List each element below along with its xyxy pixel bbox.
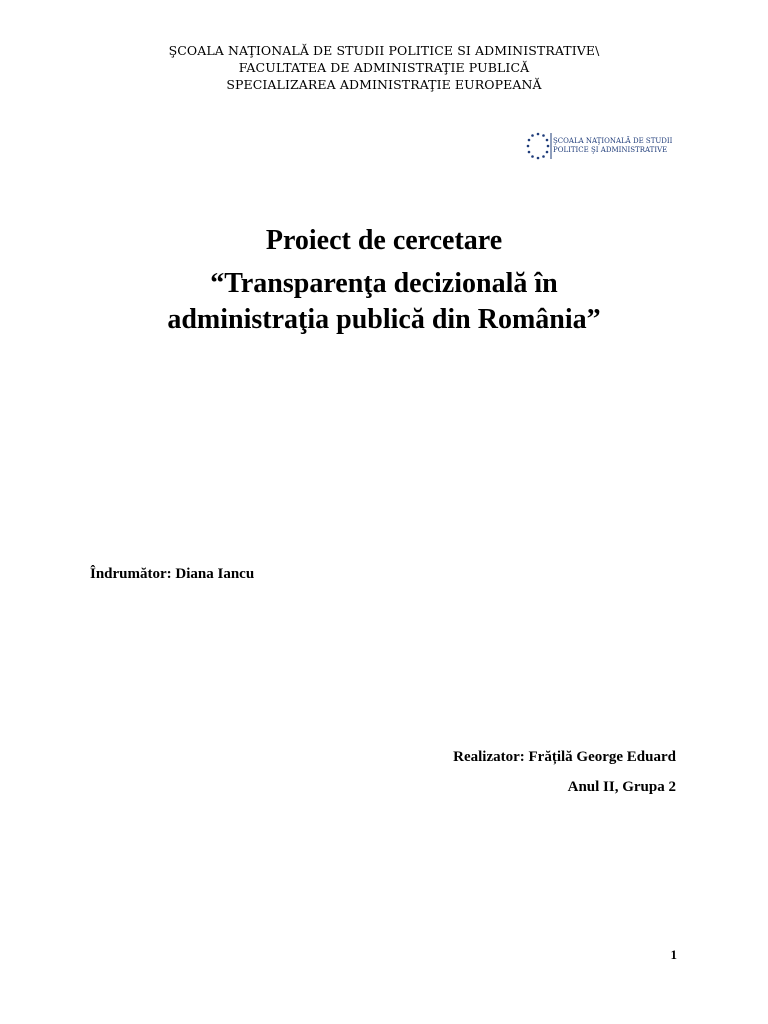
institution-header bbox=[0, 42, 768, 93]
author-label: Realizator: Frățilă George Eduard bbox=[453, 749, 676, 765]
title-topic-line1: “Transparenţa decizională în bbox=[210, 268, 558, 299]
logo-emblem-icon bbox=[525, 131, 553, 161]
logo-text-line2: POLITICE ŞI ADMINISTRATIVE bbox=[553, 146, 668, 154]
school-logo bbox=[525, 131, 675, 161]
header-line-school: ŞCOALA NAŢIONALĂ DE STUDII POLITICE SI ADMINISTRATIVE\ bbox=[168, 43, 600, 58]
document-title bbox=[0, 224, 768, 338]
title-topic-line2: administraţia publică din România” bbox=[167, 304, 601, 335]
header-line-faculty: FACULTATEA DE ADMINISTRAŢIE PUBLICĂ bbox=[238, 60, 530, 75]
title-project-type: Proiect de cercetare bbox=[265, 225, 503, 256]
logo-text-line1: ŞCOALA NAŢIONALĂ DE STUDII bbox=[553, 137, 673, 145]
page-number: 1 bbox=[670, 947, 677, 962]
group-label: Anul II, Grupa 2 bbox=[567, 779, 676, 795]
header-line-specialization: SPECIALIZAREA ADMINISTRAŢIE EUROPEANĂ bbox=[226, 77, 542, 92]
coordinator-label: Îndrumător: Diana Iancu bbox=[90, 566, 255, 582]
